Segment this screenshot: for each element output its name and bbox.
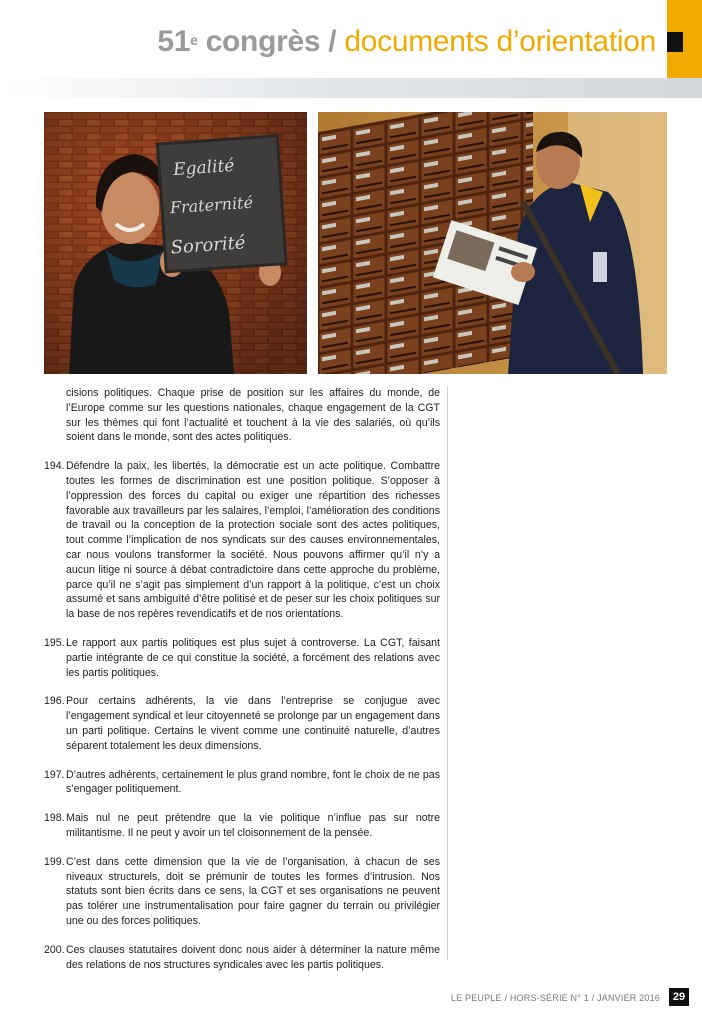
paragraph-text: D’autres adhérents, certainement le plus grand nombre, font le choix de ne pas s’engager politiquement. [66,768,440,796]
paragraph-text: Défendre la paix, les libertés, la démocratie est un acte politique. Combattre toutes les formes de discrimination est une position politique. S’opposer à l’oppression des forces du capital ou exiger une répartition des richesses favorable aux travailleurs par les salaires, l’emploi, l’amélioration des conditions de travail ou la conception de la protection sociale sont des actes politiques, tout comme l’implication de nos syndicats sur des causes environnementales, car nous voulons transformer la société. Nous pouvons affirmer qu’il n’y a aucun litige ni source à débat contradictoire dans cette approche du problème, parce qu’il ne s’agit pas simplement d’un rapport à la politique, c’est un choix assumé et sans ambiguïté d’être politisé et de peser sur les choix politiques sur la base de nos repères revendicatifs et de nos orientations. [66,460,440,621]
continued-paragraph: cisions politiques. Chaque prise de position sur les affaires du monde, de l’Europe comme sur les questions nationales, chaque engagement de la CGT sur les thèmes qui font l’actualité et touchent à la vie des salariés, où qu’ils soient dans le monde, sont des actes politiques. [66,387,440,444]
page-header-title [157,20,656,64]
paragraph-number: 195. [44,636,65,649]
slate-line-1: Egalité [172,155,236,181]
slate-line-3: Sororité [170,232,247,259]
paragraph-200 [44,943,440,973]
paragraph-number: 194. [44,460,65,473]
paragraph-number: 196. [44,695,65,708]
paragraph-number: 200. [44,943,65,956]
paragraph-197 [44,768,440,798]
paragraph-text: Mais nul ne peut prétendre que la vie politique n’influe pas sur notre militantisme. Il ne peut y avoir un tel cloisonnement de la pensée. [66,812,440,839]
column-rule [447,386,448,960]
paragraph-text: C’est dans cette dimension que la vie de l’organisation, à chacun de ses niveaux structurels, doit se prémunir de toutes les formes d’intrusion. Nos statuts sont bien écrits dans ce sens, la CGT et ses organisations ne peuvent pas tolérer une instrumentalisation pour faire gagner du terrain ou privilégier une ou des forces politiques. [66,855,440,927]
header-gradient-band [0,78,702,98]
slate-line-2: Fraternité [169,192,254,218]
congress-number: 51 [157,25,191,58]
page-number: 29 [669,988,689,1006]
paragraph-text: Le rapport aux partis politiques est plus sujet à controverse. La CGT, faisant partie intégrante de ce qui constitue la société, a forcément des relations avec les partis politiques. [66,636,440,679]
paragraph-194 [44,459,440,622]
paragraph-number: 199. [44,855,65,868]
footer-publication: LE PEUPLE / HORS-SÉRIE N° 1 / JANVIER 2016 [450,993,660,1003]
photo-woman-holding-slate [44,112,307,374]
paragraph-196 [44,694,440,753]
paragraph-number: 198. [44,812,65,825]
paragraph-199 [44,855,440,929]
header-slash: / [320,25,345,58]
paragraph-text: Ces clauses statutaires doivent donc nous aider à déterminer la nature même des relations de nos structures syndicales avec les partis politiques. [66,943,440,971]
article-text-column [44,386,440,986]
paragraph-number: 197. [44,768,65,781]
ordinal-suffix: e [190,32,198,48]
paragraph-198 [44,811,440,841]
header-subtitle: documents d’orientation [344,25,656,58]
paragraph-195 [44,636,440,680]
paragraph-text: Pour certains adhérents, la vie dans l’entreprise se conjugue avec l’engagement syndical et leur citoyenneté se prolonge par un engagement dans un parti politique. Certains le vivent comme une continuité naturelle, d’autres séparent totalement les deux dimensions. [66,695,440,752]
congress-word: congrès [205,25,321,58]
accent-black-square [667,32,683,52]
photo-postman-mailboxes [318,112,667,374]
